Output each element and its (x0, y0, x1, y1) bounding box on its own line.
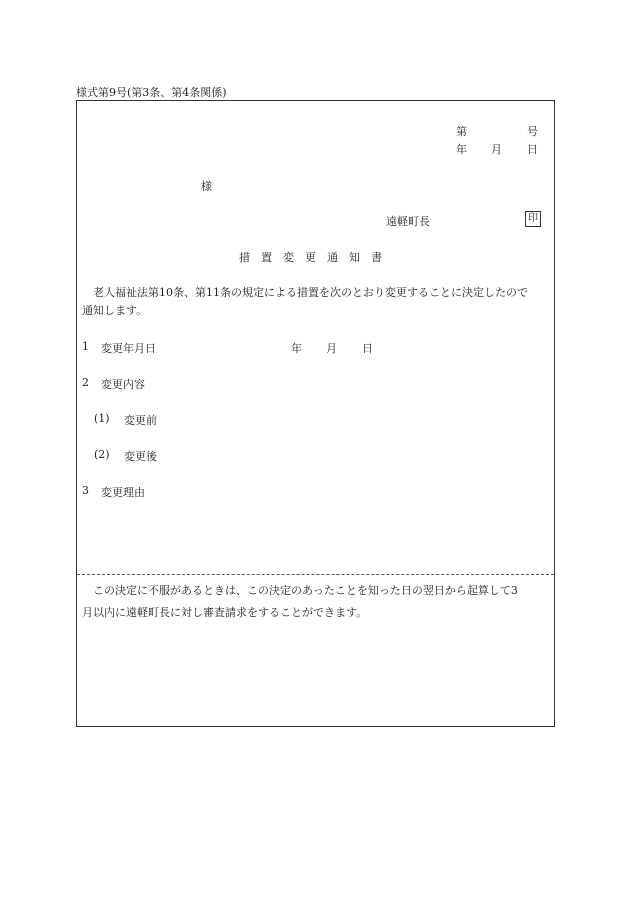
issuer-name: 遠軽町長 (386, 215, 430, 228)
item2-label: 変更内容 (101, 378, 145, 391)
item1-number: 1 (82, 340, 89, 353)
form-label: 様式第9号(第3条、第4条関係) (76, 86, 227, 99)
seal-mark: 印 (525, 211, 541, 227)
notice-line-2: 月以内に遠軽町長に対し審査請求をすることができます。 (82, 606, 368, 619)
date-year: 年 (456, 143, 467, 156)
item1-month: 月 (326, 342, 337, 355)
body-text-line-2: 通知します。 (82, 304, 148, 317)
dashed-divider (77, 574, 554, 575)
item3-number: 3 (82, 484, 89, 497)
date-month: 月 (491, 143, 502, 156)
addressee-suffix: 様 (201, 180, 212, 193)
body-text-line-1: 老人福祉法第10条、第11条の規定による措置を次のとおり変更することに決定したので (82, 286, 528, 299)
item1-label: 変更年月日 (101, 342, 156, 355)
notice-line-1: この決定に不服があるときは、この決定のあったことを知った日の翌日から起算して3 (82, 584, 518, 597)
item1-year: 年 (291, 342, 302, 355)
sub1-number: (1) (94, 412, 110, 425)
date-day: 日 (527, 143, 538, 156)
item3-label: 変更理由 (101, 486, 145, 499)
item2-number: 2 (82, 376, 89, 389)
sub1-label: 変更前 (124, 414, 157, 427)
number-dai: 第 (456, 125, 467, 138)
sub2-label: 変更後 (124, 450, 157, 463)
document-title: 措 置 変 更 通 知 書 (239, 251, 382, 264)
number-go: 号 (527, 125, 538, 138)
sub2-number: (2) (94, 448, 110, 461)
item1-day: 日 (362, 342, 373, 355)
